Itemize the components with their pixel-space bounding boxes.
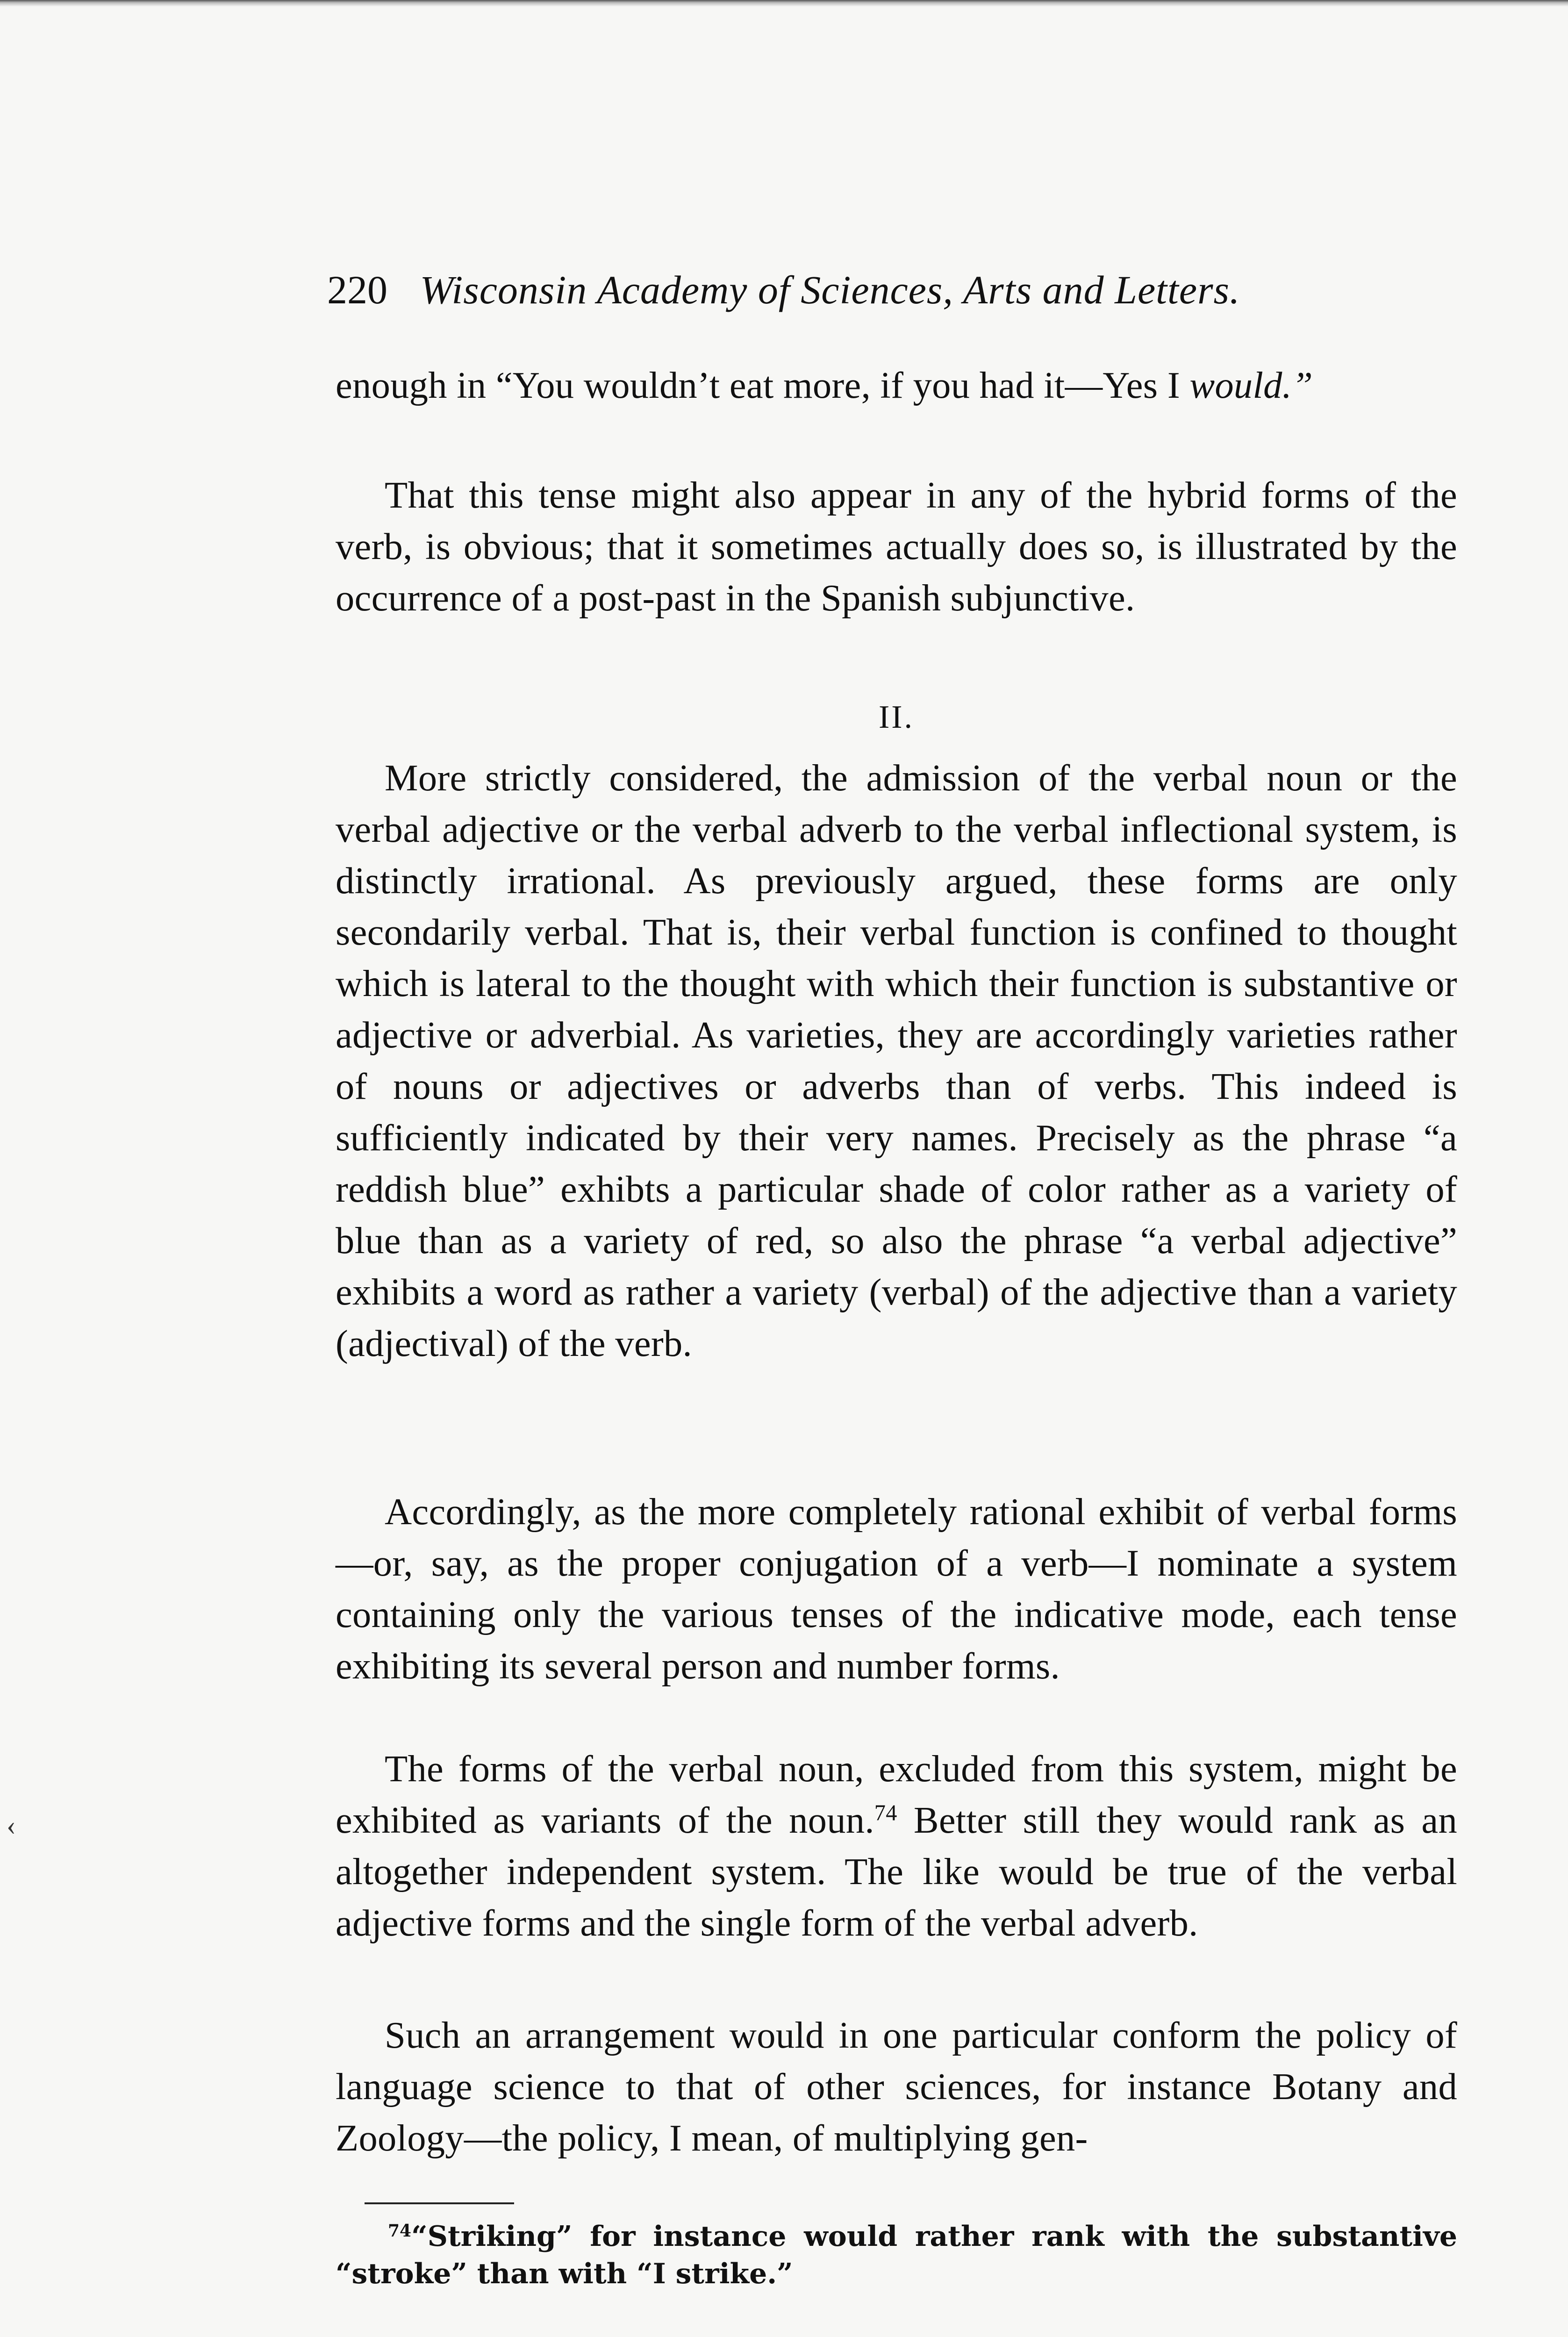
paragraph-text: That this tense might also appear in any of the hybrid forms of the verb, is obvious; that it sometimes actually does so, is illustrated by the occurrence of a post-past in the Spanish subjunctive. [336,474,1457,619]
scan-margin-mark: ‹ [7,1810,16,1841]
paragraph [336,1743,1457,1949]
section-heading: II. [878,699,915,735]
paragraph-text: The forms of the verbal noun, excluded from this system, might be exhibited as variants of the noun. [336,1748,1457,1841]
paragraph [336,1486,1457,1692]
paragraph [336,470,1457,624]
paragraph-continuation [336,360,1457,411]
paragraph-text: Such an arrangement would in one particular conform the policy of language science to that of other sciences, for instance Botany and Zoology—the policy, I mean, of multiplying gen- [336,2014,1457,2159]
paragraph [336,753,1457,1369]
emphasis-text: would.” [1189,365,1313,406]
footnote-reference: 74 [874,1800,897,1826]
footnote-divider [365,2202,514,2204]
paragraph-text: enough in “You wouldn’t eat more, if you had it—Yes I [336,365,1190,406]
paragraph-text: More strictly considered, the admission of the verbal noun or the verbal adjective or the verbal adverb to the verbal inflectional system, is distinctly irrational. As previously argued, these forms are only secondarily verbal. That is, their verbal function is confined to thought which is lateral to the thought with which their function is substantive or adjective or adverbial. As varieties, they are accordingly varieties rather of nouns or adjectives or adverbs than of verbs. This indeed is sufficiently indicated by their very names. Precisely as the phrase “a reddish blue” exhibts a particular shade of color rather as a variety of blue than as a variety of red, so also the phrase “a verbal adjective” exhibits a word as rather a variety (verbal) of the adjective than a variety (adjectival) of the verb. [336,757,1457,1364]
running-title: Wisconsin Academy of Sciences, Arts and Letters. [420,267,1240,312]
paragraph-text: Better still they would rank as an altogether independent system. The like would be true of the verbal adjective forms and the single form of the verbal adverb. [336,1799,1457,1944]
footnote [336,2218,1457,2293]
running-header [327,264,1379,315]
paragraph [336,2010,1457,2164]
page-number: 220 [327,267,387,312]
footnote-number: 74 [388,2221,412,2241]
scan-top-edge [0,0,1568,7]
paragraph-text: Accordingly, as the more completely rational exhibit of verbal forms—or, say, as the proper conjugation of a verb—I nominate a system containing only the various tenses of the indicative mode, each tense exhibiting its several person and number forms. [336,1491,1457,1687]
footnote-text: “Striking” for instance would rather rank with the substantive “stroke” than with “I strike.” [336,2220,1457,2290]
